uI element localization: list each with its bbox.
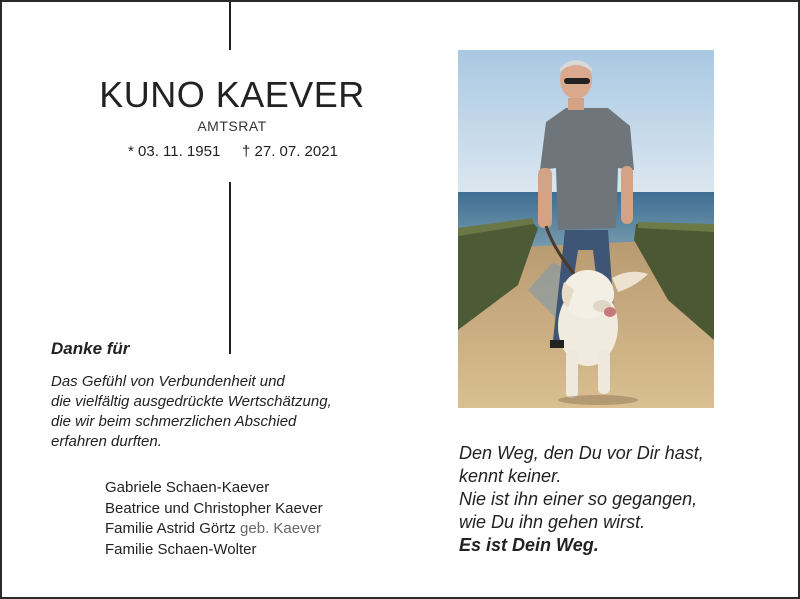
family-member: [105, 519, 323, 540]
thanks-line: die vielfältig ausgedrückte Wertschätzung,: [51, 393, 332, 410]
family-member: Beatrice und Christopher Kaever: [105, 499, 323, 517]
quote-text: [459, 442, 789, 557]
quote-closing: Es ist Dein Weg.: [459, 535, 599, 555]
family-member-maiden-name: geb. Kaever: [240, 520, 321, 537]
thanks-line: erfahren durften.: [51, 433, 162, 450]
family-signatures: [105, 478, 323, 560]
thanks-text: [51, 372, 371, 452]
divider-line-top: [229, 2, 231, 50]
family-member: Gabriele Schaen-Kaever: [105, 479, 270, 496]
deceased-name: KUNO KAEVER: [99, 74, 365, 115]
thanks-line: die wir beim schmerzlichen Abschied: [51, 413, 297, 430]
thanks-heading: Danke für: [51, 339, 130, 358]
family-member: Familie Schaen-Wolter: [105, 540, 257, 558]
family-member-name: Familie Astrid Görtz: [105, 520, 236, 537]
deceased-title: AMTSRAT: [197, 118, 267, 134]
birth-date: * 03. 11. 1951: [128, 143, 221, 160]
quote-line: wie Du ihn gehen wirst.: [459, 512, 646, 532]
quote-line: Den Weg, den Du vor Dir hast,: [459, 443, 704, 463]
quote-line: kennt keiner.: [459, 466, 562, 486]
divider-line-bottom: [229, 182, 231, 354]
death-date: † 27. 07. 2021: [242, 143, 338, 160]
portrait-photo: [458, 50, 714, 408]
thanks-line: Das Gefühl von Verbundenheit und: [51, 373, 285, 390]
quote-line: Nie ist ihn einer so gegangen,: [459, 489, 698, 509]
